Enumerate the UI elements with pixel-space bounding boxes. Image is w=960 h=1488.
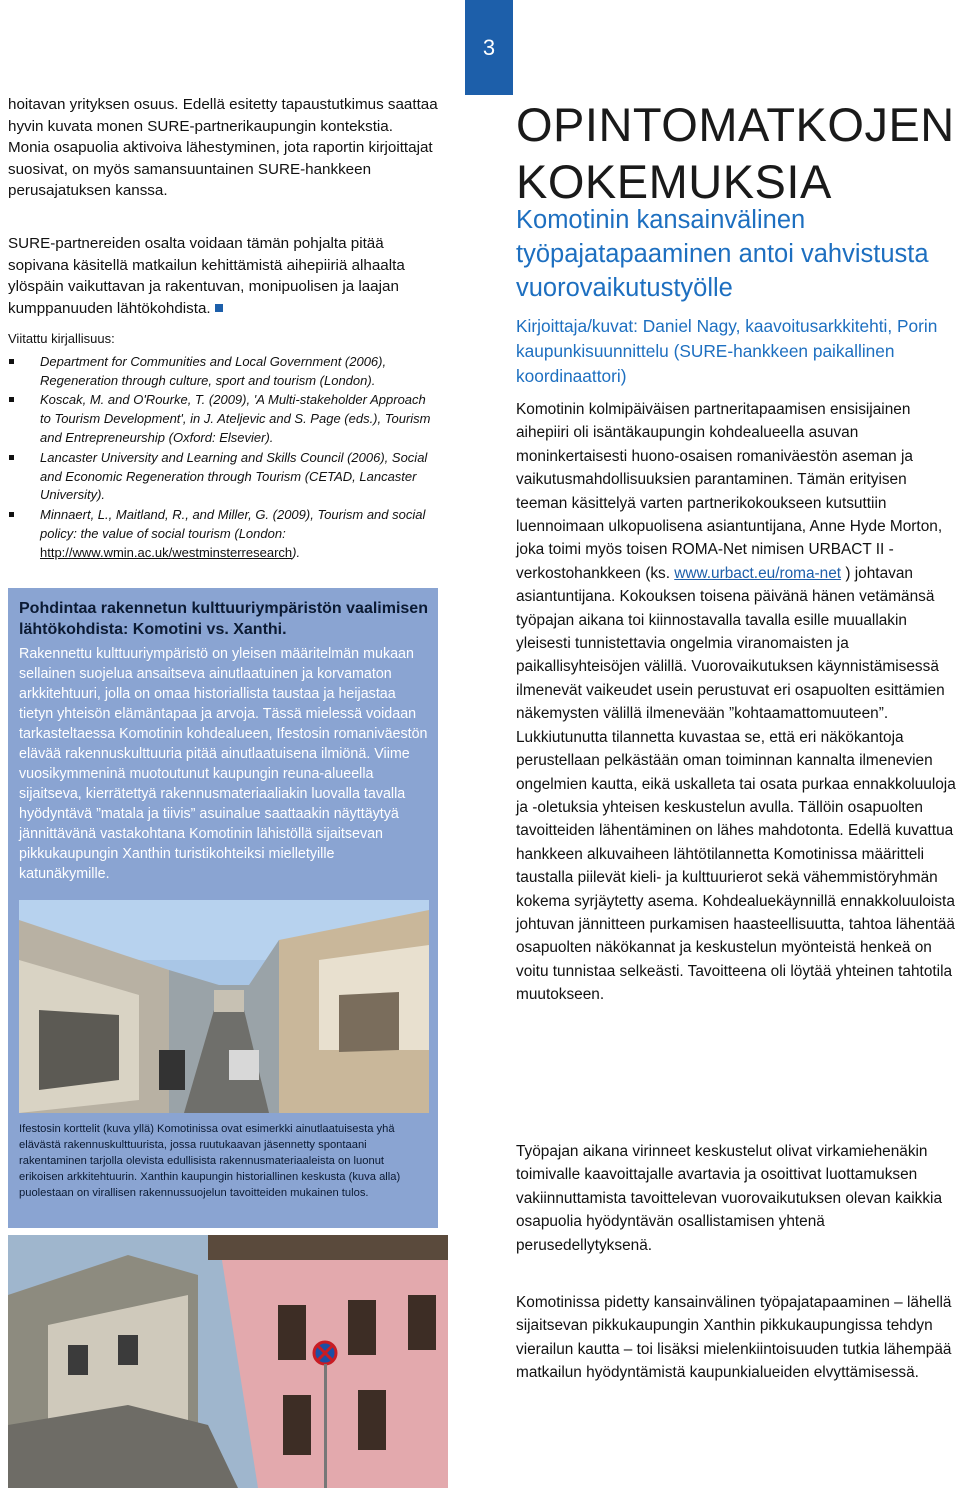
references-list bbox=[8, 353, 440, 563]
reference-item: Department for Communities and Local Government (2006), Regeneration through culture, sport and tourism (London). bbox=[8, 353, 440, 391]
article-byline: Kirjoittaja/kuvat: Daniel Nagy, kaavoitusarkkitehti, Porin kaupunkisuunnittelu (SURE-hankkeen paikallinen koordinaattori) bbox=[516, 316, 938, 386]
end-square-icon bbox=[215, 304, 223, 312]
reference-item: Lancaster University and Learning and Skills Council (2006), Social and Economic Regeneration through Tourism (CETAD, Lancaster University). bbox=[8, 449, 440, 505]
article-subtitle: Komotinin kansainvälinen työpajatapaaminen antoi vahvistusta vuorovaikutustyölle bbox=[516, 206, 929, 302]
paragraph-2-text: SURE-partnereiden osalta voidaan tämän pohjalta pitää sopivana käsitellä matkailun kehittämistä aihepiiriä alhaalta ylöspäin vaikuttavan ja rakentuvan, monipuolisen ja laajan kumppanuuden lähtökohdista. bbox=[8, 235, 405, 317]
references bbox=[8, 330, 440, 564]
bullet-icon bbox=[9, 512, 14, 517]
reference-item: Koscak, M. and O'Rourke, T. (2009), 'A Multi-stakeholder Approach to Tourism Development', in J. Ateljevic and S. Page (eds.), Tourism and Entrepreneurship (Oxford: Elsevier). bbox=[8, 391, 440, 447]
xanthi-street-photo bbox=[8, 1235, 448, 1488]
intro-text: hoitavan yrityksen osuus. Edellä esitetty tapaustutkimus saattaa hyvin kuvata monen SURE-partnerikaupungin kontekstia. Monia osapuolia aktivoiva lähestyminen, jota raportin kirjoittajat suosivat, on myös samansuuntainen SURE-hankkeen perusajatuksen kanssa. bbox=[8, 96, 438, 199]
bullet-icon bbox=[9, 359, 14, 364]
feature-box-heading: Pohdintaa rakennetun kulttuuriympäristön vaalimisen lähtökohdista: Komotini vs. Xanthi. bbox=[19, 600, 428, 638]
references-label: Viitattu kirjallisuus: bbox=[8, 331, 115, 346]
westminster-link[interactable]: http://www.wmin.ac.uk/westminsterresearch bbox=[40, 544, 293, 560]
body-paragraph-1: Komotinin kolmipäiväisen partneritapaamisen ensisijainen aihepiiri oli isäntäkaupungin kohdealueella asuvan moninkertaisesti huono-osaisen romaniväestön aseman ja vaikutusmahdollisuuksien parantaminen. Tämän erityisen teeman käsittelyä varten partnerikokoukseen kutsuttiin luennoimaan ulkopuolisena asiantuntijana, Anne Hyde Morton, joka toimi myös toisen ROMA-Net nimisen URBACT II -verkostohankkeen (ks. www.urbact.eu/roma-net ) johtavan asiantuntijana. Kokouksen toisena päivänä hänen vetämänsä työpajan aikana toi kiinnostavalla tavalla esille muuallakin yleisesti tunnistettavia ongelmia viranomaisten ja paikallisyhteisöjen välillä. Vuorovaikutuksen käynnistämisessä ilmenevät vaikeudet usein perustuvat eri osapuolten esittämien näkemysten välillä ilmenevään ”kohtaamattomuuteen”. Lukkiutunutta tilannetta kuvastaa se, että eri näkökantoja perustellaan pelkästään oman toiminnan kannalta ilmenevien ongelmien kautta, eikä uskalleta tai osata purkaa ennakkoluuloja ja -oletuksia yhteisen keskustelun avulla. Tällöin osapuolten tavoitteiden lähentäminen on lähes mahdotonta. Edellä kuvattua hankkeen alkuvaiheen lähtötilannetta Komotinissa määritteli taustalla piilevät kieli- ja kulttuurierot sekä vähemmistöryhmän kokema syrjäytetty asema. Kohdealuekäynnillä ennakkoluuloista johtuvan jännitteen purkamisen haasteellisuutta, tahtoa lähentää osapuolten näkökannat ja keskustelun myönteistä henkeä on voitu tunnistaa selkeästi. Tavoitteena oli löytää yhteinen tahtotila muutokseen. bbox=[516, 401, 956, 1004]
photo-caption: Ifestosin korttelit (kuva yllä) Komotinissa ovat esimerkki ainutlaatuisesta yhä elävästä rakennuskulttuurista, jossa ruutukaavan jäsennetty spontaani rakentaminen tarjolla olevista edullisista rakennusmateriaaleista on luonut erikoisen arkkitehtuurin. Xanthin kaupungin historiallinen keskusta (kuva alla) puolestaan on virallisen rakennussuojelun tavoitteiden mukainen tulos. bbox=[19, 1123, 401, 1199]
bullet-icon bbox=[9, 455, 14, 460]
page-number: 3 bbox=[465, 0, 513, 95]
feature-box-text: Rakennettu kulttuuriympäristö on yleisen määritelmän mukaan sellainen suojelua ansaitseva ainutlaatuinen ja korvamaton arkkitehtuuri, jolla on omaa historiallista taustaa ja heijastaa tietyn yhteisön elämäntapaa ja arvoja. Tässä mielessä voidaan tarkasteltaessa Komotinin kohdealueen, Ifestosin romaniväestön elävää rakennuskulttuuria pitää ainutlaatuisena ilmiönä. Viime vuosikymmeninä muotoutunut kaupungin reuna-alueella sijaitseva, kierrätettyä rakennusmateriaaliakin luovalla tavalla hyödyntävä ”matala ja tiivis” asuinalue saattaakin näyttäytyä jännittävänä vastakohtana Komotinin lähistöllä sijaitsevan pikkukaupungin Xanthin turistikohteiksi mielletyille katunäkymille. bbox=[19, 646, 428, 882]
body-paragraph-2: Työpajan aikana virinneet keskustelut olivat virkamiehenäkin toimivalle kaavoittajalle avartavia ja osoittivat luottamuksen vakiinnuttamista tavoittelevan vuorovaikutuksen olevan kaikkia osapuolia hyödyntävän osallistamisen yhtenä perusedellytyksenä. bbox=[516, 1143, 943, 1254]
intro-paragraph bbox=[8, 94, 438, 202]
article-title: OPINTOMATKOJEN KOKEMUKSIA bbox=[516, 98, 955, 208]
bullet-icon bbox=[9, 397, 14, 402]
ifestos-street-photo bbox=[19, 900, 429, 1113]
paragraph-2 bbox=[8, 233, 448, 319]
reference-item: Minnaert, L., Maitland, R., and Miller, G. (2009), Tourism and social policy: the value of social tourism (London: http://www.wmin.ac.uk/westminsterresearch). bbox=[8, 506, 440, 562]
roma-net-link[interactable]: www.urbact.eu/roma-net bbox=[674, 564, 842, 582]
body-paragraph-3: Komotinissa pidetty kansainvälinen työpajatapaaminen – lähellä sijaitsevan pikkukaupungin Xanthin pikkukaupungissa tehdyn vierailun kautta – toi lisäksi mielenkiintoisuuden tutkia lähempää matkailun hyödyntämistä kaupunkialueiden elvyttämisessä. bbox=[516, 1294, 952, 1382]
